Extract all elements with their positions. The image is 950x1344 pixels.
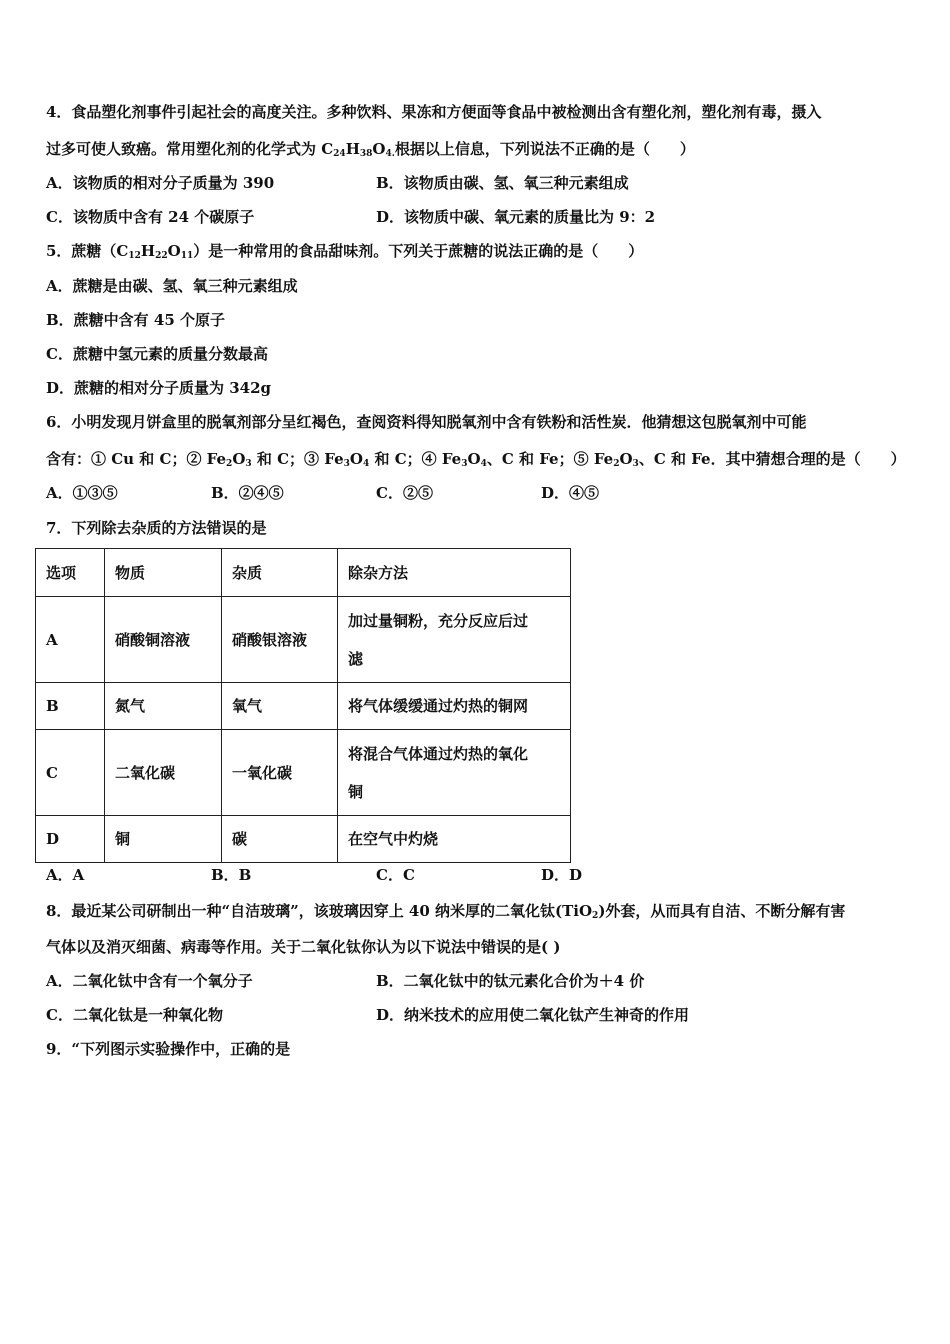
table-cell: 硝酸铜溶液 [105,597,222,683]
q5-stem [46,241,643,261]
table-cell [338,597,571,683]
q8-stem-line1 [46,901,845,921]
table-header-cell: 除杂方法 [338,549,571,597]
q6-option-d: D．④⑤ [541,484,600,502]
q5-option-c: C．蔗糖中氢元素的质量分数最高 [46,345,268,363]
q4-formula-sub: 24 [333,149,346,159]
q9-stem: 9．“下列图示实验操作中，正确的是 [46,1040,291,1058]
table-cell: 硝酸银溶液 [222,597,338,683]
q6-option-a: A．①③⑤ [46,484,118,502]
table-cell: 将气体缓缓通过灼热的铜网 [338,683,571,730]
q6-formula-part: O [467,450,481,468]
table-cell: 铜 [105,816,222,863]
table-row [36,597,571,683]
table-row [36,683,571,730]
q4-option-c: C．该物质中含有 24 个碳原子 [46,208,255,226]
q6-formula-sub: 3 [245,459,252,469]
q8-formula-sub: 2 [592,911,599,921]
q6-formula-sub: 3 [343,459,350,469]
q8-option-c: C．二氧化钛是一种氧化物 [46,1006,223,1024]
table-header-row [36,549,571,597]
q5-formula-sub: 12 [128,251,141,261]
q6-stem-text: 和 C；③ Fe [251,450,344,468]
q7-option-c: C．C [376,866,415,884]
q6-formula-sub: 4 [362,459,370,469]
q6-option-b: B．②④⑤ [211,484,284,502]
table-cell [338,730,571,816]
table-header-cell: 杂质 [222,549,338,597]
q8-stem-text: )外套，从而具有自洁、不断分解有害 [598,902,846,920]
q6-formula-part: O [349,450,363,468]
q6-stem-text: 、C 和 Fe；⑤ Fe [486,450,614,468]
q6-formula-sub: 2 [226,459,233,469]
q5-option-d: D．蔗糖的相对分子质量为 342g [46,379,272,397]
q6-formula-sub: 3 [461,459,468,469]
table-cell-line: 加过量铜粉，充分反应后过 [348,611,529,630]
q6-stem-line1: 6．小明发现月饼盒里的脱氧剂部分呈红褐色，查阅资料得知脱氧剂中含有铁粉和活性炭．他猜想这包脱氧剂中可能 [46,413,807,431]
q6-formula-sub: 4 [480,459,487,469]
table-cell: 氧气 [222,683,338,730]
q8-option-b: B．二氧化钛中的钛元素化合价为＋4 价 [376,972,645,990]
table-cell: B [36,683,105,730]
q4-stem-line2 [46,139,695,159]
table-cell: A [36,597,105,683]
q4-formula-sub: 38 [359,149,373,159]
table-header-cell: 选项 [36,549,105,597]
q6-formula-sub: 3 [632,459,639,469]
q8-stem-text: 8．最近某公司研制出一种“自洁玻璃”，该玻璃因穿上 40 纳米厚的二氧化钛(TiO [46,902,593,920]
q5-formula-sub: 11 [180,251,194,261]
q5-option-a: A．蔗糖是由碳、氢、氧三种元素组成 [46,277,298,295]
table-cell: 碳 [222,816,338,863]
q4-option-b: B．该物质由碳、氢、氧三种元素组成 [376,174,629,192]
q6-option-c: C．②⑤ [376,484,433,502]
table-row [36,816,571,863]
q7-stem: 7．下列除去杂质的方法错误的是 [46,519,267,537]
q4-stem-text: 过多可使人致癌。常用塑化剂的化学式为 C [46,140,334,158]
q4-formula-part: O [372,140,386,158]
q7-table [35,548,571,863]
q7-option-d: D．D [541,866,583,884]
q6-formula-sub: 2 [613,459,620,469]
table-cell: C [36,730,105,816]
table-header-cell: 物质 [105,549,222,597]
table-row [36,730,571,816]
table-cell-line: 铜 [348,782,364,801]
q5-stem-text: 5．蔗糖（C [46,242,129,260]
q6-stem-text: 和 C；④ Fe [369,450,462,468]
table-cell-line: 将混合气体通过灼热的氧化 [348,744,529,763]
q8-option-d: D．纳米技术的应用使二氧化钛产生神奇的作用 [376,1006,690,1024]
q6-formula-part: O [619,450,633,468]
q6-stem-text: 、C 和 Fe．其中猜想合理的是（ ） [638,450,906,468]
table-cell: 二氧化碳 [105,730,222,816]
q7-option-b: B．B [211,866,252,884]
q8-option-a: A．二氧化钛中含有一个氧分子 [46,972,253,990]
q5-formula-part: O [167,242,181,260]
table-cell: 在空气中灼烧 [338,816,571,863]
q4-stem-line1: 4．食品塑化剂事件引起社会的高度关注。多种饮料、果冻和方便面等食品中被检测出含有塑化剂，塑化剂有毒，摄入 [46,103,822,121]
q5-stem-text: ）是一种常用的食品甜味剂。下列关于蔗糖的说法正确的是（ ） [193,242,644,260]
q7-option-a: A．A [46,866,85,884]
q6-formula-part: O [232,450,246,468]
q5-option-b: B．蔗糖中含有 45 个原子 [46,311,225,329]
q6-stem-text: 含有：① Cu 和 C；② Fe [46,450,227,468]
q4-formula-sub: 4. [385,149,395,159]
q4-stem-text: 根据以上信息，下列说法不正确的是（ ） [394,140,695,158]
q5-formula-part: H [140,242,156,260]
q8-stem-line2: 气体以及消灭细菌、病毒等作用。关于二氧化钛你认为以下说法中错误的是( ) [46,938,561,956]
q4-formula-part: H [345,140,360,158]
q4-option-a: A．该物质的相对分子质量为 390 [46,174,275,192]
table-cell: D [36,816,105,863]
q6-stem-line2 [46,449,906,469]
q5-formula-sub: 22 [155,251,168,261]
table-cell: 一氧化碳 [222,730,338,816]
q4-option-d: D．该物质中碳、氧元素的质量比为 9：2 [376,208,656,226]
table-cell: 氮气 [105,683,222,730]
table-cell-line: 滤 [348,649,364,668]
